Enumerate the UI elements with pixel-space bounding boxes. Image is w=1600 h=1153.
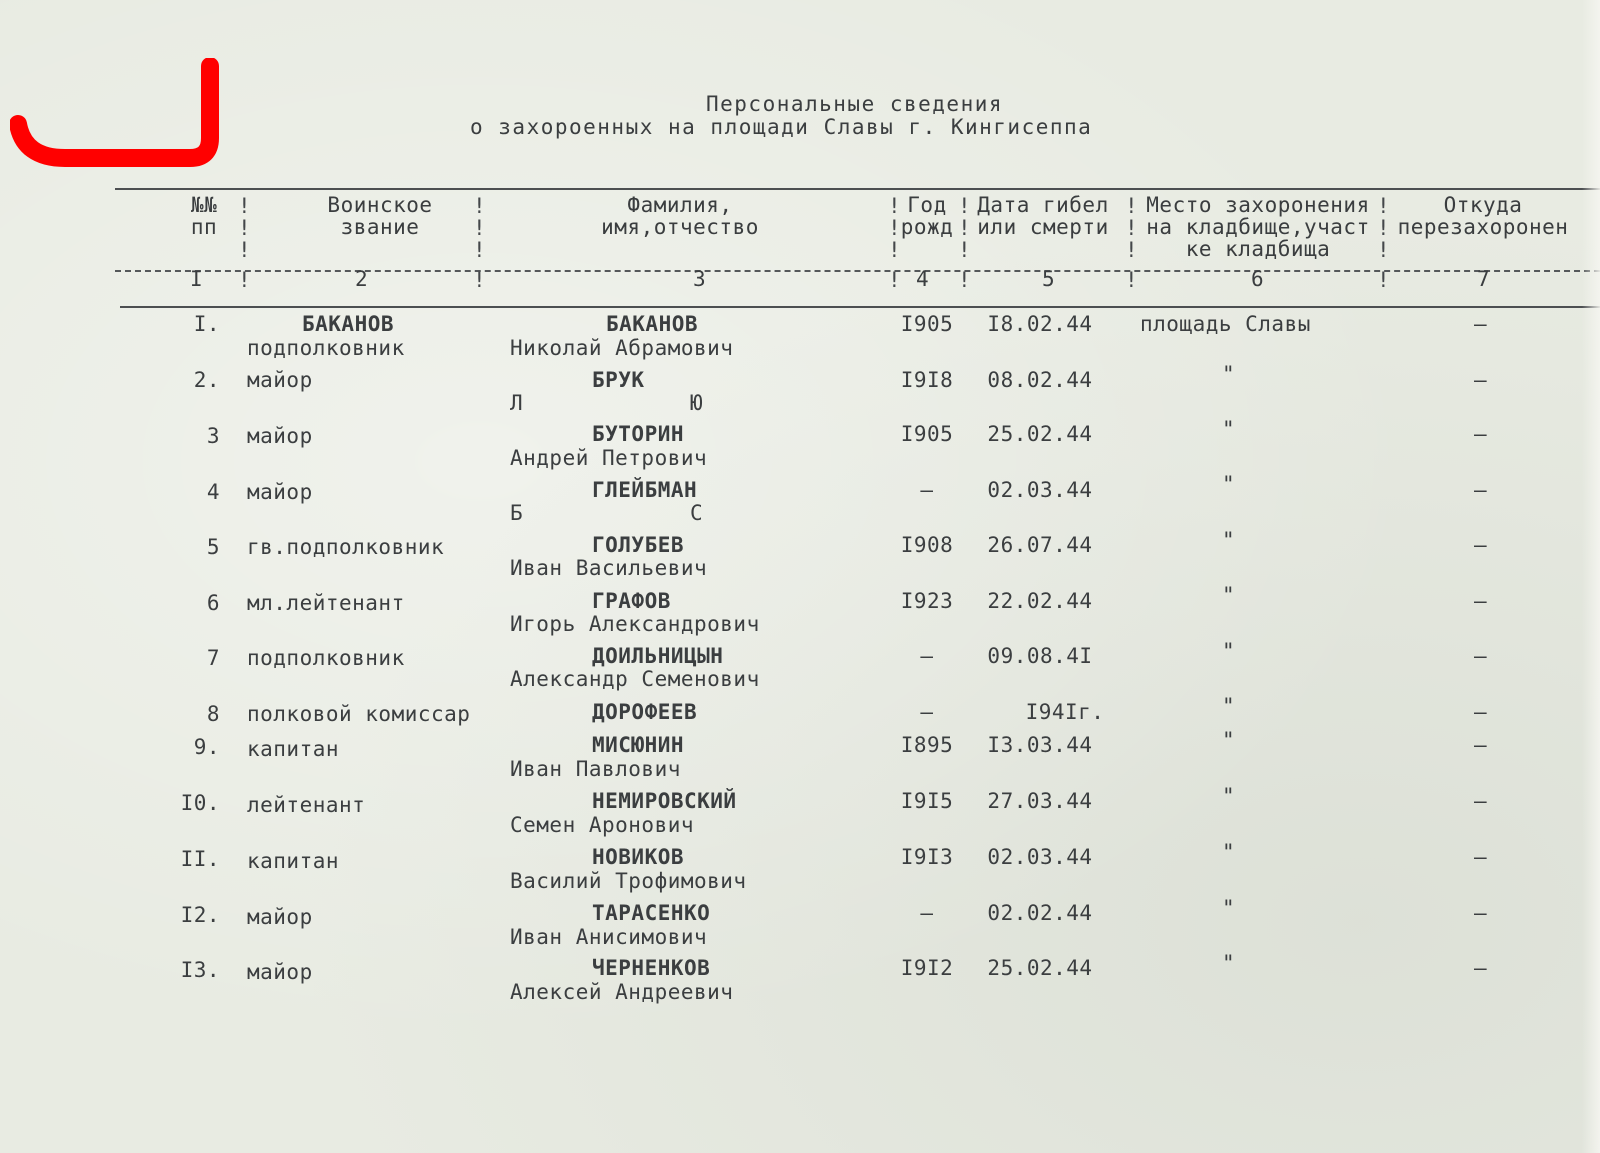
row-surname: НЕМИРОВСКИЙ: [592, 789, 737, 813]
row-number: 9.: [193, 735, 220, 759]
row-given-names: Николай Абрамович: [510, 336, 734, 360]
row-reburied-from: –: [1474, 901, 1488, 925]
row-surname: ДОРОФЕЕВ: [592, 700, 698, 724]
header-col3-line2: имя,отчество: [601, 215, 759, 239]
row-birth-year: I908: [900, 533, 954, 557]
row-surname: ТАРАСЕНКО: [592, 901, 711, 925]
row-death-date: 25.02.44: [987, 422, 1093, 446]
row-reburied-from: –: [1474, 644, 1488, 668]
row-reburied-from: –: [1474, 312, 1488, 336]
row-given-names: Алексей Андреевич: [510, 980, 734, 1004]
row-surname: БАКАНОВ: [606, 312, 699, 336]
header-separator-mark: !: [238, 194, 251, 218]
header-separator-mark: !: [238, 216, 251, 240]
header-col4: [896, 194, 958, 238]
header-col7-line1: Откуда: [1443, 193, 1523, 217]
header-separator-mark: !: [1377, 238, 1390, 262]
header-separator-mark: !: [958, 238, 971, 262]
header-col3: [580, 194, 780, 238]
row-given-names: Александр Семенович: [510, 667, 760, 691]
header-col4-line2: рожд: [900, 215, 954, 239]
row-given-names: Иван Павлович: [510, 757, 681, 781]
header-separator-mark: !: [888, 194, 901, 218]
header-separator-mark: !: [238, 238, 251, 262]
row-rank: подполковник: [247, 336, 405, 360]
header-col1-line2: пп: [190, 215, 218, 239]
header-col7-line2: перезахоронен: [1397, 215, 1569, 239]
row-death-date: 08.02.44: [987, 368, 1093, 392]
row-burial-place: ": [1222, 951, 1236, 975]
header-separator-mark: !: [888, 238, 901, 262]
row-death-date: 27.03.44: [987, 789, 1093, 813]
header-col2-line2: звание: [340, 215, 420, 239]
header-col5-line2: или смерти: [977, 215, 1109, 239]
row-given-names: Василий Трофимович: [510, 869, 747, 893]
header-separator-mark: !: [1377, 194, 1390, 218]
header-bottom-rule: [120, 306, 1600, 308]
row-reburied-from: –: [1474, 956, 1488, 980]
header-separator-mark: !: [958, 216, 971, 240]
header-col6-line3: ке кладбища: [1185, 237, 1331, 261]
header-separator-mark: !: [888, 216, 901, 240]
row-death-date: 22.02.44: [987, 589, 1093, 613]
row-surname: НОВИКОВ: [592, 845, 685, 869]
row-rank: лейтенант: [247, 793, 366, 817]
header-col2-line1: Воинское: [327, 193, 433, 217]
row-burial-place: ": [1222, 784, 1236, 808]
row-number: 2.: [193, 368, 220, 392]
table-top-rule: [115, 188, 1600, 190]
row-reburied-from: –: [1474, 589, 1488, 613]
row-death-date: 02.03.44: [987, 845, 1093, 869]
header-num-3: 3: [693, 267, 707, 291]
row-birth-year: I895: [900, 733, 954, 757]
row-burial-place: ": [1222, 362, 1236, 386]
row-number: II.: [180, 847, 220, 871]
row-surname: ЧЕРНЕНКОВ: [592, 956, 711, 980]
header-num-2: 2: [355, 267, 369, 291]
row-rank: майор: [247, 368, 313, 392]
row-surname: ДОИЛЬНИЦЫН: [592, 644, 724, 668]
row-number: I2.: [180, 903, 220, 927]
header-separator-mark: !: [958, 268, 971, 292]
row-surname: ГОЛУБЕВ: [592, 533, 685, 557]
row-birth-year: I905: [900, 312, 954, 336]
row-number: 3: [206, 424, 220, 448]
row-birth-year: I9I8: [900, 368, 954, 392]
row-reburied-from: –: [1474, 533, 1488, 557]
row-birth-year: –: [920, 478, 934, 502]
row-rank: майор: [247, 480, 313, 504]
header-separator-mark: !: [1377, 216, 1390, 240]
paper-edge: [1582, 0, 1600, 1153]
header-separator-mark: !: [473, 238, 486, 262]
row-number: 7: [206, 646, 220, 670]
row-given-names: Иван Анисимович: [510, 925, 708, 949]
row-burial-place: ": [1222, 694, 1236, 718]
row-rank: капитан: [247, 737, 340, 761]
row-surname: ГЛЕЙБМАН: [592, 478, 698, 502]
row-number: I3.: [180, 958, 220, 982]
row-death-date: I3.03.44: [987, 733, 1093, 757]
document-subtitle: о захороенных на площади Славы г. Кингисеппа: [470, 115, 1093, 139]
header-separator-mark: !: [958, 194, 971, 218]
row-surname: БРУК: [592, 368, 645, 392]
row-reburied-from: –: [1474, 845, 1488, 869]
header-col5: [968, 194, 1118, 238]
row-reburied-from: –: [1474, 368, 1488, 392]
header-num-5: 5: [1042, 267, 1056, 291]
row-initial-first: Л: [510, 391, 524, 415]
row-burial-place: ": [1222, 896, 1236, 920]
row-number: 6: [206, 591, 220, 615]
row-burial-place: ": [1222, 417, 1236, 441]
row-rank: мл.лейтенант: [247, 591, 405, 615]
row-number: 8: [206, 702, 220, 726]
row-reburied-from: –: [1474, 422, 1488, 446]
row-birth-year: I905: [900, 422, 954, 446]
header-col4-line1: Год: [907, 193, 947, 217]
row-rank: подполковник: [247, 646, 405, 670]
row-burial-place: площадь Славы: [1140, 312, 1311, 336]
header-col1-line1: №№: [190, 193, 218, 217]
row-burial-place: ": [1222, 583, 1236, 607]
red-marker-stroke: [10, 58, 225, 178]
header-col2: [300, 194, 460, 238]
row-initial-patronymic: С: [690, 501, 704, 525]
row-birth-year: I9I2: [900, 956, 954, 980]
row-death-date: 26.07.44: [987, 533, 1093, 557]
row-rank: майор: [247, 905, 313, 929]
header-num-6: 6: [1251, 267, 1265, 291]
row-birth-year: I9I5: [900, 789, 954, 813]
header-col6-line1: Место захоронения: [1146, 193, 1370, 217]
row-death-date: 02.02.44: [987, 901, 1093, 925]
row-surname: БУТОРИН: [592, 422, 685, 446]
row-number: I0.: [180, 791, 220, 815]
row-birth-year: –: [920, 700, 934, 724]
row-initial-patronymic: Ю: [690, 391, 704, 415]
row-given-names: Андрей Петрович: [510, 446, 708, 470]
row-burial-place: ": [1222, 728, 1236, 752]
row-reburied-from: –: [1474, 700, 1488, 724]
row-burial-place: ": [1222, 472, 1236, 496]
row-number: I.: [193, 312, 220, 336]
header-col6: [1133, 194, 1383, 260]
header-col5-line1: Дата гибел: [977, 193, 1109, 217]
row-death-date: I94Iг.: [1025, 700, 1105, 724]
header-col1: [185, 194, 223, 238]
row-number: 4: [206, 480, 220, 504]
row-birth-year: –: [920, 901, 934, 925]
row-rank-overtyped: БАКАНОВ: [302, 312, 395, 336]
header-col7: [1388, 194, 1578, 238]
header-separator-mark: !: [473, 216, 486, 240]
row-rank: полковой комиссар: [247, 702, 471, 726]
row-death-date: 02.03.44: [987, 478, 1093, 502]
header-num-7: 7: [1477, 267, 1491, 291]
row-burial-place: ": [1222, 840, 1236, 864]
row-rank: майор: [247, 424, 313, 448]
header-col6-line2: на кладбище,участ: [1146, 215, 1370, 239]
row-reburied-from: –: [1474, 478, 1488, 502]
header-separator-mark: !: [1125, 268, 1138, 292]
header-col3-line1: Фамилия,: [627, 193, 733, 217]
row-burial-place: ": [1222, 528, 1236, 552]
row-rank: гв.подполковник: [247, 535, 445, 559]
header-separator-mark: !: [473, 194, 486, 218]
row-given-names: Семен Аронович: [510, 813, 695, 837]
row-death-date: 09.08.4I: [987, 644, 1093, 668]
header-num-1: I: [190, 267, 204, 291]
header-num-4: 4: [916, 267, 930, 291]
row-given-names: Игорь Александрович: [510, 612, 760, 636]
row-reburied-from: –: [1474, 789, 1488, 813]
row-birth-year: I923: [900, 589, 954, 613]
header-separator-mark: !: [888, 268, 901, 292]
row-given-names: Иван Васильевич: [510, 556, 708, 580]
row-burial-place: ": [1222, 639, 1236, 663]
header-separator-mark: !: [1125, 238, 1138, 262]
row-surname: МИСЮНИН: [592, 733, 685, 757]
row-death-date: 25.02.44: [987, 956, 1093, 980]
document-title: Персональные сведения: [706, 92, 1004, 116]
header-separator-mark: !: [473, 268, 486, 292]
header-separator-mark: !: [1377, 268, 1390, 292]
row-death-date: I8.02.44: [987, 312, 1093, 336]
header-separator-mark: !: [1125, 194, 1138, 218]
row-birth-year: –: [920, 644, 934, 668]
row-rank: капитан: [247, 849, 340, 873]
row-birth-year: I9I3: [900, 845, 954, 869]
row-surname: ГРАФОВ: [592, 589, 671, 613]
row-initial-first: Б: [510, 501, 524, 525]
header-separator-mark: !: [238, 268, 251, 292]
row-reburied-from: –: [1474, 733, 1488, 757]
header-separator-mark: !: [1125, 216, 1138, 240]
row-number: 5: [206, 535, 220, 559]
row-rank: майор: [247, 960, 313, 984]
